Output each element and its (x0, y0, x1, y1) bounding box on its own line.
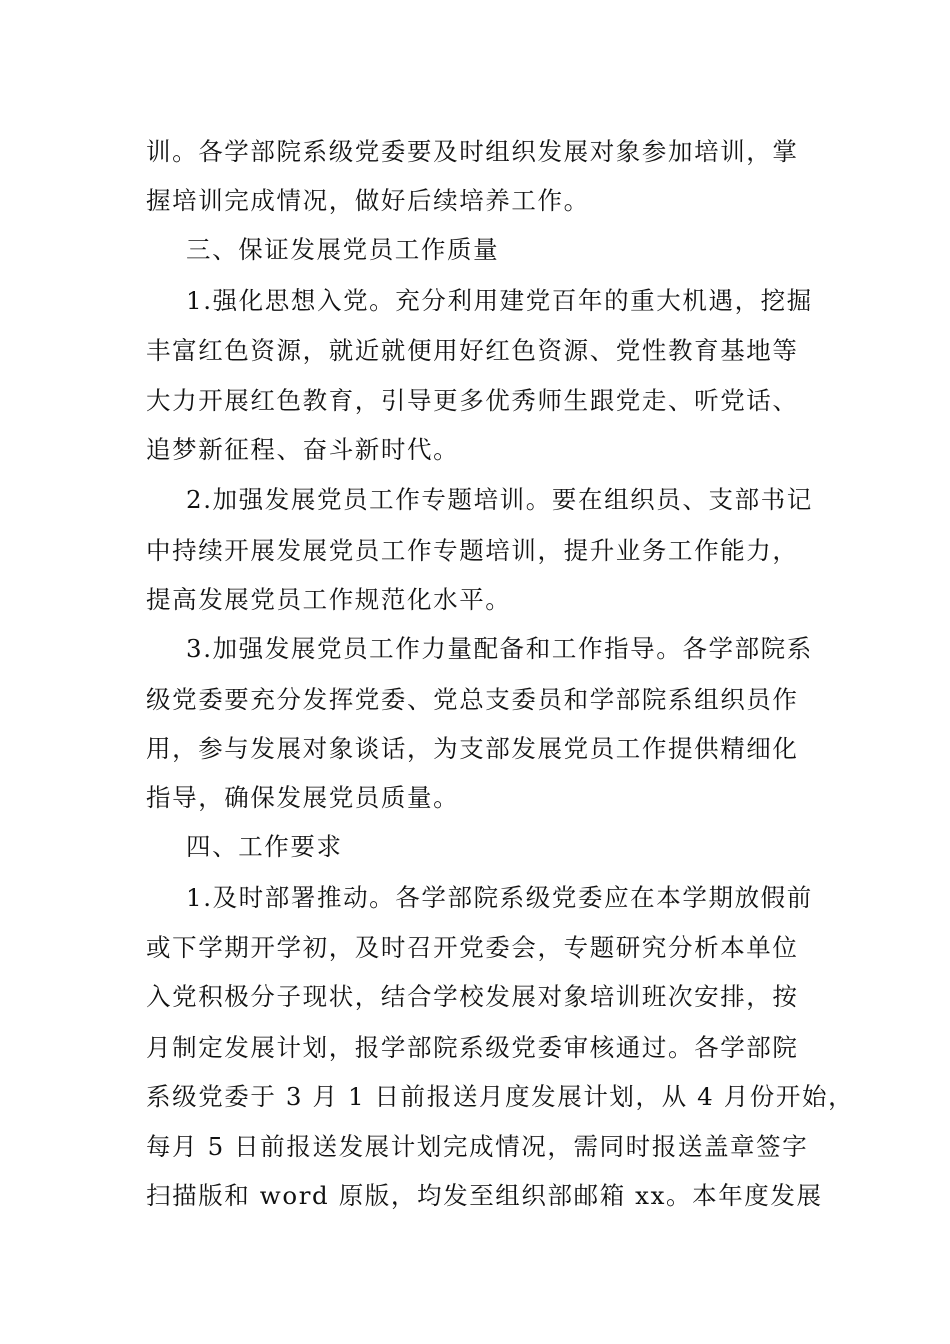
text-line: 丰富红色资源，就近就便用好红色资源、党性教育基地等 (146, 336, 799, 365)
section-heading: 四、工作要求 (186, 832, 343, 861)
text-line: 或下学期开学初，及时召开党委会，专题研究分析本单位 (146, 933, 799, 962)
text-line: 3.加强发展党员工作力量配备和工作指导。各学部院系 (186, 634, 813, 663)
text-line: 月制定发展计划，报学部院系级党委审核通过。各学部院 (146, 1033, 799, 1062)
text-line: 握培训完成情况，做好后续培养工作。 (146, 186, 590, 215)
text-line: 用，参与发展对象谈话，为支部发展党员工作提供精细化 (146, 734, 799, 763)
text-line: 大力开展红色教育，引导更多优秀师生跟党走、听党话、 (146, 386, 799, 415)
text-line: 扫描版和 word 原版，均发至组织部邮箱 xx。本年度发展 (146, 1181, 823, 1210)
text-line: 1.及时部署推动。各学部院系级党委应在本学期放假前 (186, 883, 813, 912)
section-heading: 三、保证发展党员工作质量 (186, 235, 500, 264)
text-line: 追梦新征程、奋斗新时代。 (146, 435, 460, 464)
text-line: 系级党委于 3 月 1 日前报送月度发展计划，从 4 月份开始， (146, 1082, 855, 1111)
text-line: 训。各学部院系级党委要及时组织发展对象参加培训，掌 (146, 137, 799, 166)
text-line: 中持续开展发展党员工作专题培训，提升业务工作能力， (146, 536, 799, 565)
text-line: 级党委要充分发挥党委、党总支委员和学部院系组织员作 (146, 685, 799, 714)
text-line: 指导，确保发展党员质量。 (146, 783, 460, 812)
text-line: 提高发展党员工作规范化水平。 (146, 585, 512, 614)
text-line: 入党积极分子现状，结合学校发展对象培训班次安排，按 (146, 982, 799, 1011)
text-line: 1.强化思想入党。充分利用建党百年的重大机遇，挖掘 (186, 286, 813, 315)
text-line: 2.加强发展党员工作专题培训。要在组织员、支部书记 (186, 485, 813, 514)
text-line: 每月 5 日前报送发展计划完成情况，需同时报送盖章签字 (146, 1132, 809, 1161)
